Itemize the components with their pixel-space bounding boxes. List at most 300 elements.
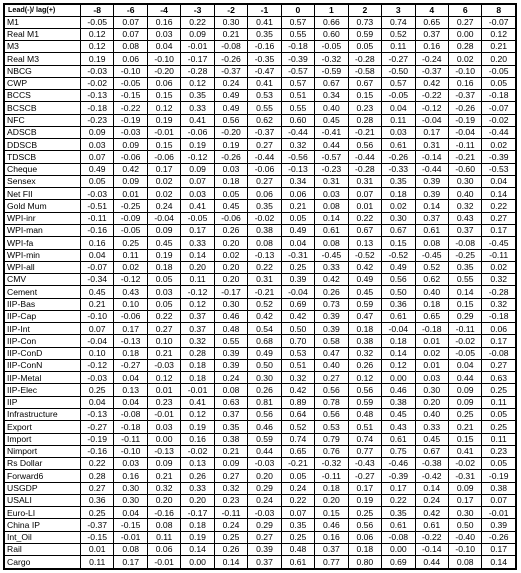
correlation-cell: -0.41 [315, 126, 348, 138]
correlation-cell: 0.50 [281, 323, 314, 335]
correlation-cell: 0.56 [382, 274, 415, 286]
correlation-cell: 0.32 [482, 298, 516, 310]
correlation-cell: 0.17 [348, 482, 381, 494]
correlation-cell: 0.07 [81, 151, 114, 163]
correlation-cell: 0.49 [81, 163, 114, 175]
correlation-cell: 0.33 [181, 482, 214, 494]
correlation-cell: -0.60 [448, 163, 481, 175]
correlation-cell: 0.49 [348, 274, 381, 286]
correlation-cell: 0.19 [181, 531, 214, 543]
correlation-cell: 0.03 [81, 139, 114, 151]
table-row [5, 212, 516, 224]
correlation-cell: 0.06 [281, 188, 314, 200]
correlation-cell: -0.24 [415, 53, 448, 65]
correlation-cell: 0.32 [147, 482, 180, 494]
column-header-lag: 3 [382, 5, 415, 17]
table-row [5, 28, 516, 40]
correlation-cell: 0.53 [281, 347, 314, 359]
correlation-cell: 0.25 [81, 384, 114, 396]
correlation-cell: 0.37 [214, 409, 247, 421]
correlation-cell: 0.08 [147, 519, 180, 531]
correlation-cell: 0.26 [214, 543, 247, 555]
correlation-cell: 0.06 [147, 543, 180, 555]
correlation-cell: 0.22 [81, 458, 114, 470]
correlation-cell: 0.31 [315, 175, 348, 187]
correlation-cell: -0.57 [315, 151, 348, 163]
table-row [5, 188, 516, 200]
correlation-cell: -0.58 [348, 65, 381, 77]
correlation-cell: 0.16 [81, 237, 114, 249]
correlation-cell: 0.56 [348, 139, 381, 151]
correlation-cell: 0.49 [248, 347, 281, 359]
correlation-cell: 0.52 [382, 28, 415, 40]
correlation-cell: 0.61 [415, 225, 448, 237]
correlation-cell: 0.12 [382, 359, 415, 371]
correlation-cell: 0.01 [415, 359, 448, 371]
table-row [5, 507, 516, 519]
correlation-cell: -0.22 [114, 102, 147, 114]
correlation-cell: -0.03 [248, 458, 281, 470]
correlation-cell: 0.06 [147, 77, 180, 89]
correlation-cell: -0.08 [382, 531, 415, 543]
table-row [5, 53, 516, 65]
correlation-cell: -0.06 [114, 310, 147, 322]
correlation-cell: -0.44 [482, 126, 516, 138]
correlation-cell: 0.25 [482, 421, 516, 433]
correlation-cell: 0.47 [315, 347, 348, 359]
correlation-cell: 0.21 [81, 298, 114, 310]
correlation-cell: 0.09 [114, 139, 147, 151]
correlation-cell: 0.14 [415, 482, 448, 494]
correlation-cell: -0.28 [348, 163, 381, 175]
correlation-cell: -0.13 [81, 409, 114, 421]
table-row [5, 225, 516, 237]
correlation-cell: 0.17 [448, 494, 481, 506]
correlation-cell: 0.15 [382, 237, 415, 249]
correlation-cell: 0.49 [382, 261, 415, 273]
correlation-cell: 0.57 [382, 77, 415, 89]
correlation-cell: 0.18 [415, 298, 448, 310]
correlation-cell: 0.76 [315, 445, 348, 457]
correlation-cell: 0.26 [348, 359, 381, 371]
correlation-cell: 0.08 [448, 556, 481, 569]
correlation-cell: 0.20 [248, 470, 281, 482]
correlation-cell: 0.46 [214, 310, 247, 322]
correlation-cell: 0.74 [281, 433, 314, 445]
correlation-cell: 0.26 [315, 286, 348, 298]
correlation-cell: 0.29 [448, 310, 481, 322]
correlation-cell: 0.51 [281, 359, 314, 371]
correlation-cell: -0.38 [415, 458, 448, 470]
correlation-cell: -0.04 [382, 323, 415, 335]
correlation-cell: 0.18 [348, 323, 381, 335]
correlation-cell: 0.46 [248, 421, 281, 433]
correlation-cell: 0.68 [248, 335, 281, 347]
correlation-cell: 0.24 [214, 372, 247, 384]
row-label: China IP [5, 519, 81, 531]
correlation-cell: 0.37 [415, 28, 448, 40]
correlation-cell: 0.05 [482, 409, 516, 421]
correlation-cell: -0.06 [248, 163, 281, 175]
lead-lag-header: Lead(-)/ lag(+) [5, 5, 81, 17]
correlation-cell: 0.15 [348, 90, 381, 102]
correlation-cell: 0.53 [248, 90, 281, 102]
table-row [5, 372, 516, 384]
correlation-cell: -0.51 [81, 200, 114, 212]
correlation-cell: 0.30 [214, 16, 247, 28]
correlation-cell: 0.67 [348, 77, 381, 89]
correlation-cell: 0.61 [382, 433, 415, 445]
correlation-cell: 0.17 [415, 126, 448, 138]
correlation-cell: 0.08 [415, 237, 448, 249]
correlation-cell: -0.33 [382, 163, 415, 175]
correlation-cell: 0.08 [114, 543, 147, 555]
correlation-cell: 0.08 [315, 200, 348, 212]
table-row [5, 421, 516, 433]
correlation-cell: 0.14 [181, 543, 214, 555]
correlation-cell: -0.04 [281, 286, 314, 298]
correlation-cell: -0.02 [448, 335, 481, 347]
correlation-cell: -0.16 [81, 445, 114, 457]
row-label: NBCG [5, 65, 81, 77]
correlation-cell: 0.38 [382, 396, 415, 408]
correlation-cell: 0.29 [248, 519, 281, 531]
row-label: IIP-ConN [5, 359, 81, 371]
table-row [5, 335, 516, 347]
correlation-cell: -0.13 [248, 249, 281, 261]
correlation-cell: 0.35 [281, 519, 314, 531]
row-label: NFC [5, 114, 81, 126]
correlation-cell: 0.38 [248, 225, 281, 237]
correlation-cell: 0.15 [448, 298, 481, 310]
correlation-cell: -0.03 [81, 372, 114, 384]
correlation-cell: -0.18 [482, 90, 516, 102]
correlation-cell: -0.34 [81, 274, 114, 286]
correlation-cell: 0.05 [214, 188, 247, 200]
correlation-cell: 0.04 [81, 249, 114, 261]
correlation-cell: -0.26 [214, 151, 247, 163]
correlation-cell: 0.32 [181, 335, 214, 347]
table-row [5, 274, 516, 286]
correlation-cell: 0.20 [214, 261, 247, 273]
correlation-cell: -0.22 [415, 90, 448, 102]
correlation-cell: -0.01 [482, 507, 516, 519]
column-header-lag: 2 [348, 5, 381, 17]
correlation-cell: 0.67 [415, 445, 448, 457]
correlation-cell: -0.44 [348, 151, 381, 163]
correlation-cell: -0.28 [482, 286, 516, 298]
row-label: Int_Oil [5, 531, 81, 543]
correlation-cell: -0.21 [448, 151, 481, 163]
correlation-cell: 0.27 [248, 531, 281, 543]
correlation-cell: 0.03 [315, 188, 348, 200]
correlation-cell: -0.07 [81, 261, 114, 273]
correlation-cell: -0.08 [114, 409, 147, 421]
column-header-lag: -2 [214, 5, 247, 17]
correlation-cell: 0.12 [348, 372, 381, 384]
correlation-cell: 0.59 [348, 298, 381, 310]
correlation-cell: 0.45 [382, 409, 415, 421]
correlation-cell: 0.12 [181, 409, 214, 421]
correlation-cell: 0.18 [181, 372, 214, 384]
correlation-cell: 0.56 [348, 519, 381, 531]
correlation-cell: 0.69 [281, 298, 314, 310]
correlation-cell: 0.44 [248, 445, 281, 457]
correlation-cell: 0.10 [81, 347, 114, 359]
correlation-cell: -0.08 [214, 41, 247, 53]
correlation-cell: -0.05 [382, 90, 415, 102]
row-label: Real M3 [5, 53, 81, 65]
correlation-cell: 0.30 [415, 384, 448, 396]
correlation-cell: 0.45 [315, 114, 348, 126]
correlation-cell: 0.42 [415, 77, 448, 89]
correlation-cell: -0.07 [482, 102, 516, 114]
correlation-cell: -0.23 [81, 114, 114, 126]
correlation-cell: 0.59 [348, 28, 381, 40]
correlation-cell: 0.33 [415, 421, 448, 433]
correlation-cell: 0.28 [81, 470, 114, 482]
correlation-cell: 0.26 [214, 225, 247, 237]
row-label: WPI-fa [5, 237, 81, 249]
table-row [5, 114, 516, 126]
table-row [5, 139, 516, 151]
correlation-cell: -0.19 [482, 470, 516, 482]
correlation-cell: 0.59 [348, 396, 381, 408]
correlation-cell: 0.41 [181, 114, 214, 126]
correlation-cell: -0.14 [415, 543, 448, 555]
correlation-cell: 0.25 [448, 409, 481, 421]
correlation-cell: -0.13 [114, 335, 147, 347]
table-row [5, 323, 516, 335]
correlation-cell: -0.10 [448, 543, 481, 555]
correlation-cell: 0.20 [415, 396, 448, 408]
correlation-cell: -0.04 [147, 212, 180, 224]
correlation-cell: 0.18 [382, 335, 415, 347]
correlation-cell: 0.43 [382, 421, 415, 433]
correlation-cell: 0.73 [315, 298, 348, 310]
correlation-cell: 0.74 [348, 433, 381, 445]
correlation-cell: -0.21 [348, 126, 381, 138]
correlation-cell: -0.28 [181, 65, 214, 77]
correlation-cell: 0.20 [147, 494, 180, 506]
correlation-cell: 0.18 [114, 347, 147, 359]
correlation-cell: -0.25 [114, 200, 147, 212]
correlation-cell: 0.36 [81, 494, 114, 506]
correlation-cell: 0.65 [415, 16, 448, 28]
correlation-cell: 0.34 [315, 90, 348, 102]
correlation-cell: 0.13 [114, 384, 147, 396]
correlation-cell: 0.21 [147, 470, 180, 482]
correlation-cell: -0.06 [147, 151, 180, 163]
correlation-cell: -0.27 [81, 421, 114, 433]
correlation-cell: 0.77 [315, 556, 348, 569]
correlation-cell: 0.44 [415, 556, 448, 569]
correlation-cell: 0.02 [482, 261, 516, 273]
correlation-cell: -0.18 [81, 102, 114, 114]
correlation-cell: 0.30 [448, 507, 481, 519]
row-label: Gold Mum [5, 200, 81, 212]
correlation-cell: -0.42 [415, 470, 448, 482]
column-header-lag: 8 [482, 5, 516, 17]
correlation-cell: 0.39 [214, 359, 247, 371]
correlation-cell: -0.45 [415, 249, 448, 261]
table-row [5, 298, 516, 310]
correlation-cell: 0.12 [181, 77, 214, 89]
correlation-cell: 0.37 [181, 323, 214, 335]
correlation-cell: 0.55 [281, 102, 314, 114]
correlation-cell: -0.05 [81, 16, 114, 28]
correlation-cell: 0.05 [482, 77, 516, 89]
correlation-cell: -0.06 [214, 212, 247, 224]
correlation-cell: -0.10 [448, 65, 481, 77]
correlation-cell: 0.40 [315, 102, 348, 114]
correlation-cell: 0.21 [147, 347, 180, 359]
correlation-cell: 0.89 [281, 396, 314, 408]
correlation-cell: 0.18 [315, 482, 348, 494]
table-row [5, 556, 516, 569]
correlation-cell: 0.12 [81, 41, 114, 53]
correlation-cell: 0.25 [348, 507, 381, 519]
correlation-cell: 0.18 [348, 543, 381, 555]
row-label: IIP-Cap [5, 310, 81, 322]
table-row [5, 151, 516, 163]
column-header-lag: -6 [114, 5, 147, 17]
row-label: BCSCB [5, 102, 81, 114]
correlation-cell: 0.34 [281, 175, 314, 187]
correlation-cell: 0.00 [181, 556, 214, 569]
correlation-cell: 0.27 [147, 323, 180, 335]
correlation-cell: -0.31 [281, 249, 314, 261]
correlation-cell: 0.39 [214, 347, 247, 359]
correlation-cell: 0.40 [448, 188, 481, 200]
correlation-cell: 0.50 [448, 519, 481, 531]
row-label: BCCS [5, 90, 81, 102]
correlation-cell: 0.00 [382, 372, 415, 384]
correlation-cell: 0.24 [147, 200, 180, 212]
correlation-cell: 0.02 [448, 53, 481, 65]
correlation-cell: 0.21 [281, 200, 314, 212]
row-label: M3 [5, 41, 81, 53]
correlation-cell: 0.61 [415, 519, 448, 531]
correlation-cell: -0.05 [181, 212, 214, 224]
correlation-cell: -0.20 [147, 65, 180, 77]
correlation-cell: -0.01 [147, 556, 180, 569]
row-label: IIP-Elec [5, 384, 81, 396]
correlation-cell: -0.19 [81, 433, 114, 445]
correlation-cell: -0.12 [181, 286, 214, 298]
correlation-cell: 0.13 [348, 237, 381, 249]
correlation-cell: 0.07 [114, 28, 147, 40]
table-row [5, 77, 516, 89]
correlation-cell: 0.46 [315, 519, 348, 531]
correlation-cell: -0.06 [181, 126, 214, 138]
correlation-cell: -0.52 [382, 249, 415, 261]
correlation-cell: 0.40 [315, 359, 348, 371]
row-label: Rail [5, 543, 81, 555]
correlation-cell: 0.10 [114, 298, 147, 310]
correlation-cell: -0.37 [448, 90, 481, 102]
correlation-cell: 0.03 [147, 286, 180, 298]
correlation-cell: 0.01 [114, 188, 147, 200]
correlation-cell: 0.01 [81, 543, 114, 555]
row-label: DDSCB [5, 139, 81, 151]
correlation-cell: -0.44 [281, 126, 314, 138]
correlation-cell: 0.15 [147, 90, 180, 102]
correlation-cell: 0.56 [348, 384, 381, 396]
correlation-cell: 0.03 [147, 421, 180, 433]
correlation-cell: 0.50 [248, 359, 281, 371]
correlation-cell: 0.16 [315, 531, 348, 543]
correlation-cell: -0.26 [382, 151, 415, 163]
correlation-cell: -0.27 [114, 359, 147, 371]
correlation-cell: -0.02 [81, 77, 114, 89]
table-row [5, 41, 516, 53]
correlation-cell: 0.22 [147, 310, 180, 322]
correlation-cell: 0.02 [482, 139, 516, 151]
correlation-cell: 0.14 [448, 286, 481, 298]
row-label: IIP [5, 396, 81, 408]
column-header-lag: 1 [315, 5, 348, 17]
correlation-cell: -0.02 [181, 445, 214, 457]
row-label: IIP-Metal [5, 372, 81, 384]
correlation-cell: -0.11 [315, 470, 348, 482]
correlation-cell: 0.30 [114, 482, 147, 494]
correlation-cell: -0.59 [315, 65, 348, 77]
table-row [5, 445, 516, 457]
correlation-cell: 0.62 [415, 274, 448, 286]
column-header-lag: -1 [248, 5, 281, 17]
correlation-cell: -0.12 [415, 102, 448, 114]
correlation-cell: 0.17 [382, 482, 415, 494]
correlation-cell: 0.17 [482, 335, 516, 347]
correlation-cell: 0.30 [214, 298, 247, 310]
correlation-cell: 0.17 [114, 556, 147, 569]
table-row [5, 433, 516, 445]
row-label: USALI [5, 494, 81, 506]
correlation-cell: 0.19 [147, 249, 180, 261]
row-label: Rs Dollar [5, 458, 81, 470]
correlation-cell: 0.51 [281, 90, 314, 102]
correlation-cell: 0.33 [181, 102, 214, 114]
correlation-cell: -0.44 [248, 151, 281, 163]
correlation-cell: 0.04 [114, 372, 147, 384]
correlation-cell: 0.30 [448, 175, 481, 187]
correlation-cell: 0.24 [415, 494, 448, 506]
correlation-cell: -0.25 [448, 249, 481, 261]
correlation-cell: 0.14 [315, 212, 348, 224]
correlation-cell: 0.02 [214, 249, 247, 261]
correlation-cell: 0.35 [248, 200, 281, 212]
correlation-cell: -0.05 [114, 77, 147, 89]
row-label: Cement [5, 286, 81, 298]
table-row [5, 102, 516, 114]
correlation-cell: 0.61 [382, 139, 415, 151]
table-row [5, 16, 516, 28]
correlation-cell: 0.56 [214, 114, 247, 126]
correlation-cell: -0.31 [448, 470, 481, 482]
correlation-cell: -0.04 [415, 114, 448, 126]
correlation-cell: -0.11 [114, 433, 147, 445]
correlation-cell: 0.41 [448, 445, 481, 457]
row-label: Forward6 [5, 470, 81, 482]
correlation-cell: 0.45 [415, 433, 448, 445]
correlation-cell: -0.11 [448, 323, 481, 335]
correlation-cell: 0.05 [81, 175, 114, 187]
correlation-cell: 0.38 [482, 482, 516, 494]
correlation-cell: 0.32 [348, 347, 381, 359]
correlation-cell: 0.61 [315, 225, 348, 237]
correlation-cell: 0.61 [382, 519, 415, 531]
